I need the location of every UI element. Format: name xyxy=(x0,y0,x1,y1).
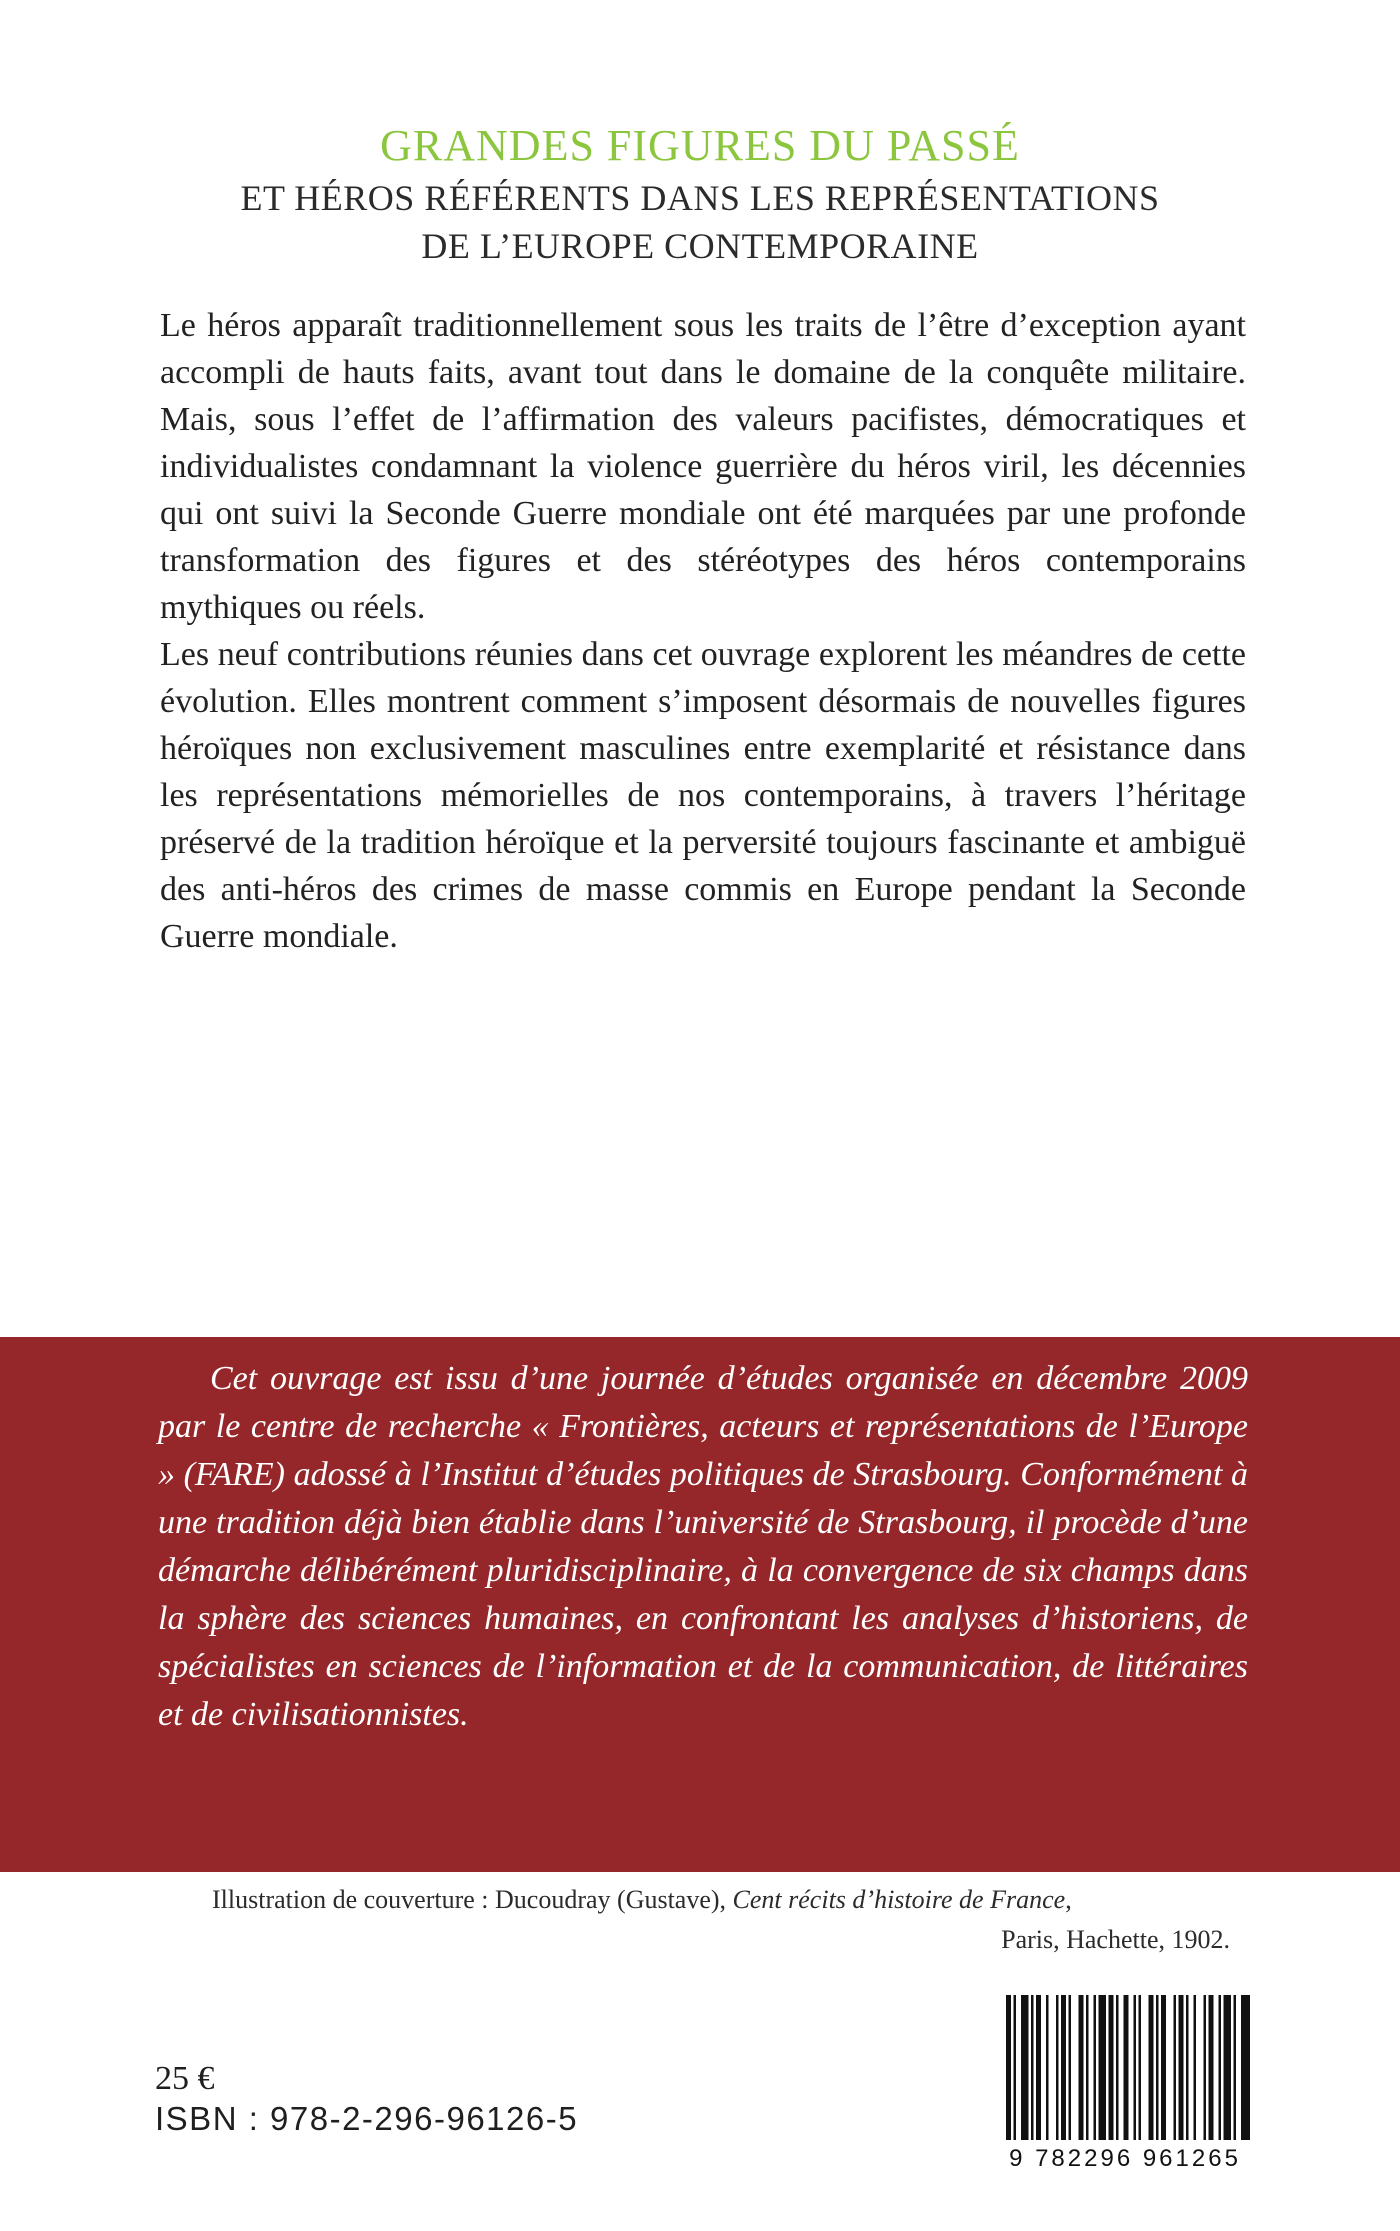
barcode-bar xyxy=(1224,1995,1232,2140)
book-subtitle-line1: ET HÉROS RÉFÉRENTS DANS LES REPRÉSENTATIONS xyxy=(240,178,1160,218)
book-title: GRANDES FIGURES DU PASSÉ xyxy=(380,121,1020,170)
barcode xyxy=(1000,1995,1250,2171)
barcode-bar xyxy=(1244,1995,1249,2140)
credit-suffix: , xyxy=(1065,1885,1072,1914)
barcode-bar xyxy=(1234,1995,1237,2140)
summary-text xyxy=(160,302,1246,960)
barcode-digits: 9 782296 961265 xyxy=(1009,2145,1241,2172)
barcode-bar xyxy=(1014,1995,1017,2140)
barcode-bar xyxy=(1069,1995,1072,2140)
barcode-bar xyxy=(1156,1995,1159,2140)
barcode-bar xyxy=(1046,1995,1049,2140)
barcode-bar xyxy=(1094,1995,1097,2140)
isbn: ISBN : 978-2-296-96126-5 xyxy=(155,2100,579,2137)
barcode-bar xyxy=(1204,1995,1207,2140)
barcode-bar xyxy=(1086,1995,1089,2140)
barcode-bar xyxy=(1186,1995,1189,2140)
barcode-bars xyxy=(1000,1995,1250,2145)
summary-paragraph-1: Le héros apparaît traditionnellement sous les traits de l’être d’exception ayant accompli de hauts faits, avant tout dans le domaine de la conquête militaire. Mais, sous l’effet de l’affirmation des valeurs pacifistes, démocratiques et individualistes condamnant la violence guerrière du héros viril, les décennies qui ont suivi la Seconde Guerre mondiale ont été marquées par une profonde transformation des figures et des stéréotypes des héros contemporains mythiques ou réels. xyxy=(160,307,1246,626)
credit-line-1 xyxy=(150,1880,1230,1920)
barcode-bar xyxy=(1124,1995,1129,2140)
barcode-bar xyxy=(1099,1995,1107,2140)
barcode-bar xyxy=(1179,1995,1184,2140)
barcode-bar xyxy=(1031,1995,1034,2140)
barcode-bar xyxy=(1209,1995,1214,2140)
barcode-bar xyxy=(1061,1995,1066,2140)
barcode-bar xyxy=(1036,1995,1041,2140)
barcode-bar xyxy=(1116,1995,1119,2140)
credit-work-title: Cent récits d’histoire de France xyxy=(732,1885,1066,1914)
barcode-bar xyxy=(1109,1995,1114,2140)
barcode-bar xyxy=(1139,1995,1142,2140)
illustration-credit xyxy=(150,1880,1230,1960)
book-subtitle-line2: DE L’EUROPE CONTEMPORAINE xyxy=(421,226,979,266)
barcode-bar xyxy=(1174,1995,1177,2140)
credit-line-2: Paris, Hachette, 1902. xyxy=(1001,1925,1230,1954)
barcode-bar xyxy=(1194,1995,1197,2140)
barcode-bar xyxy=(1079,1995,1084,2140)
band-text: Cet ouvrage est issu d’une journée d’études organisée en décembre 2009 par le centre de recherche « Frontières, acteurs et représentations de l’Europe » (FARE) adossé à l’Institut d’études politiques de Strasbourg. Conformément à une tradition déjà bien établie dans l’université de Strasbourg, il procède d’une démarche délibérément pluridisciplinaire, à la convergence de six champs dans la sphère des sciences humaines, en confrontant les analyses d’historiens, de spécialistes en sciences de l’information et de la communication, de littéraires et de civilisationnistes. xyxy=(158,1360,1248,1733)
credit-prefix: Illustration de couverture : Ducoudray (Gustave), xyxy=(212,1885,733,1914)
barcode-bar xyxy=(1006,1995,1011,2140)
title-block xyxy=(0,118,1400,270)
barcode-bar xyxy=(1219,1995,1222,2140)
summary-paragraph-2: Les neuf contributions réunies dans cet ouvrage explorent les méandres de cette évolution. Elles montrent comment s’imposent désormais de nouvelles figures héroïques non exclusivement masculines entre exemplarité et résistance dans les représentations mémorielles de nos contemporains, à travers l’héritage préservé de la tradition héroïque et la perversité toujours fascinante et ambiguë des anti-héros des crimes de masse commis en Europe pendant la Seconde Guerre mondiale. xyxy=(160,636,1246,955)
barcode-bar xyxy=(1149,1995,1154,2140)
barcode-bar xyxy=(1161,1995,1166,2140)
price: 25 € xyxy=(155,2060,215,2097)
barcode-bar xyxy=(1021,1995,1029,2140)
barcode-bar xyxy=(1056,1995,1059,2140)
barcode-bar xyxy=(1134,1995,1137,2140)
